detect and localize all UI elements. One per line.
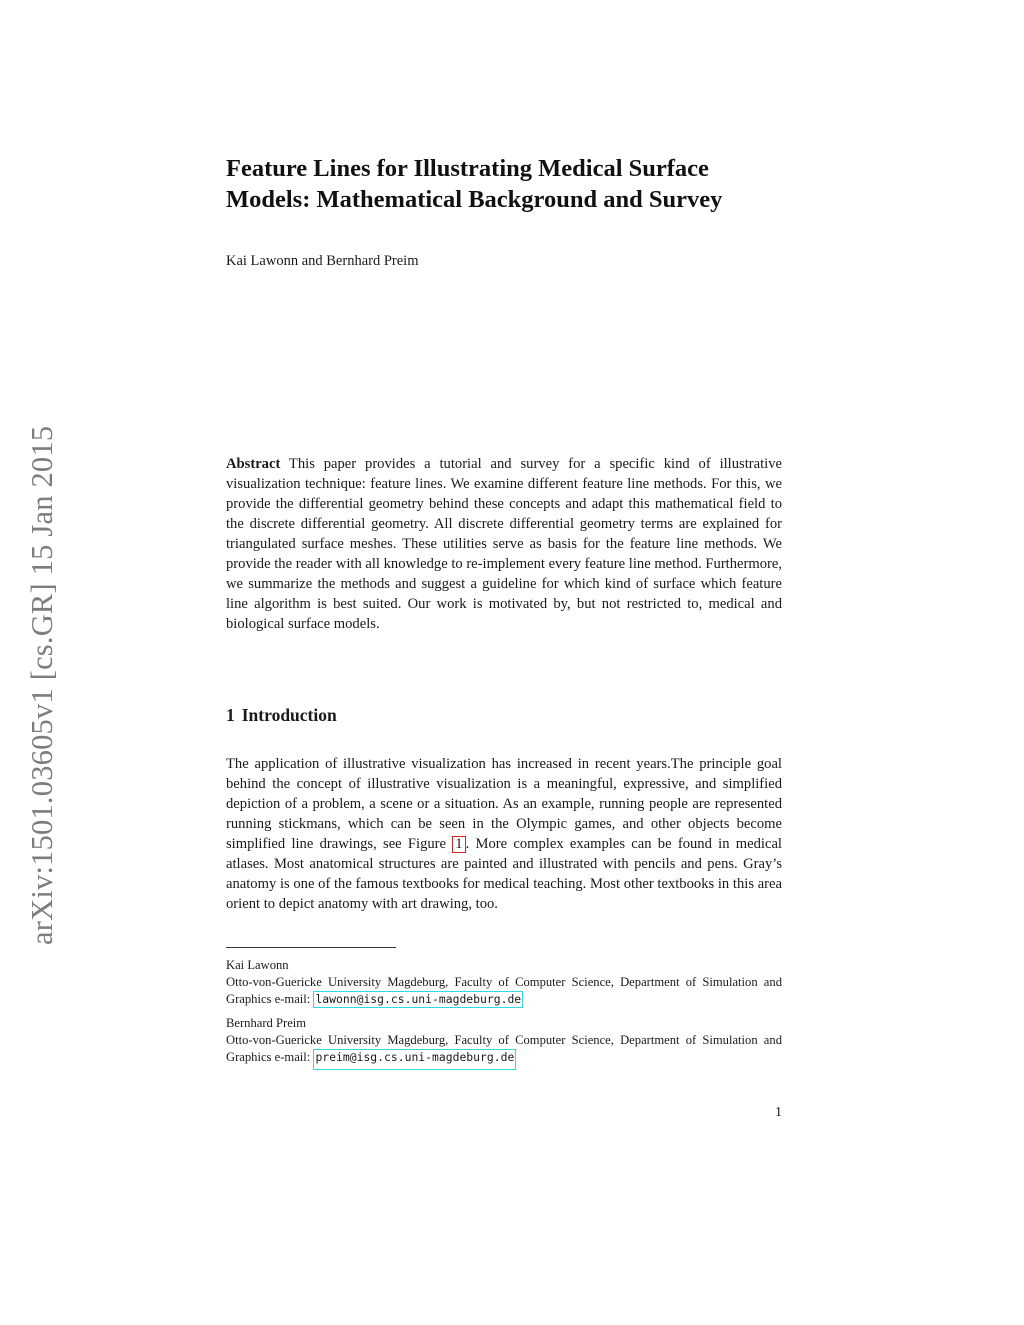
footnote-author-name: Bernhard Preim [226, 1016, 307, 1030]
footnote-divider [226, 947, 396, 948]
email-link-preim[interactable]: preim@isg.cs.uni-magdeburg.de [313, 1049, 516, 1070]
abstract-text: This paper provides a tutorial and survey for a specific kind of illustrative visualization technique: feature lines. We examine different feature line methods. For this, we provide the differential geometry behind these concepts and adapt this mathematical field to the discrete differential geometry. All discrete differential geometry terms are explained for triangulated surface meshes. These utilities serve as basis for the feature line methods. We provide the reader with all knowledge to re-implement every feature line method. Furthermore, we summarize the methods and suggest a guideline for which kind of surface which feature line algorithm is best suited. Our work is motivated by, but not restricted to, medical and biological surface models. [226, 456, 782, 632]
paper-title-line-2: Models: Mathematical Background and Survey [226, 185, 723, 213]
section-heading-introduction [226, 704, 337, 726]
introduction-paragraph [226, 754, 782, 914]
intro-text-after-ref: . More complex examples can be found in medical atlases. Most anatomical structures are painted and illustrated with pencils and pens. Gray’s anatomy is one of the famous textbooks for medical teaching. Most other textbooks in this area orient to depict anatomy with art drawing, too. [226, 836, 782, 912]
abstract-label: Abstract [226, 456, 281, 472]
intro-text-before-ref: The application of illustrative visualization has increased in recent years.The principle goal behind the concept of illustrative visualization is a meaningful, expressive, and simplified depiction of a problem, a scene or a situation. As an example, running people are represented running stickmans, which can be seen in the Olympic games, and other objects become simplified line drawings, see Figure [226, 756, 782, 852]
footnote-affiliation: Otto-von-Guericke University Magdeburg, Faculty of Computer Science, Department of Simulation and Graphics e-mail: [226, 1033, 782, 1064]
paper-title [226, 154, 786, 215]
email-link-lawonn[interactable]: lawonn@isg.cs.uni-magdeburg.de [315, 992, 522, 1006]
abstract [226, 454, 782, 634]
footnote-author-1 [226, 957, 782, 1008]
figure-1-link[interactable]: 1 [452, 836, 465, 853]
section-number: 1 [226, 705, 235, 725]
section-title: Introduction [241, 705, 337, 725]
footnote-author-name: Kai Lawonn [226, 958, 289, 972]
footnote-affiliation: Otto-von-Guericke University Magdeburg, Faculty of Computer Science, Department of Simulation and Graphics e-mail: [226, 975, 782, 1006]
arxiv-identifier-stamp: arXiv:1501.03605v1 [cs.GR] 15 Jan 2015 [25, 425, 59, 945]
footnote-author-2 [226, 1015, 782, 1070]
paper-title-line-1: Feature Lines for Illustrating Medical Surface [226, 155, 709, 182]
author-list: Kai Lawonn and Bernhard Preim [226, 253, 419, 269]
page-number: 1 [775, 1105, 782, 1120]
